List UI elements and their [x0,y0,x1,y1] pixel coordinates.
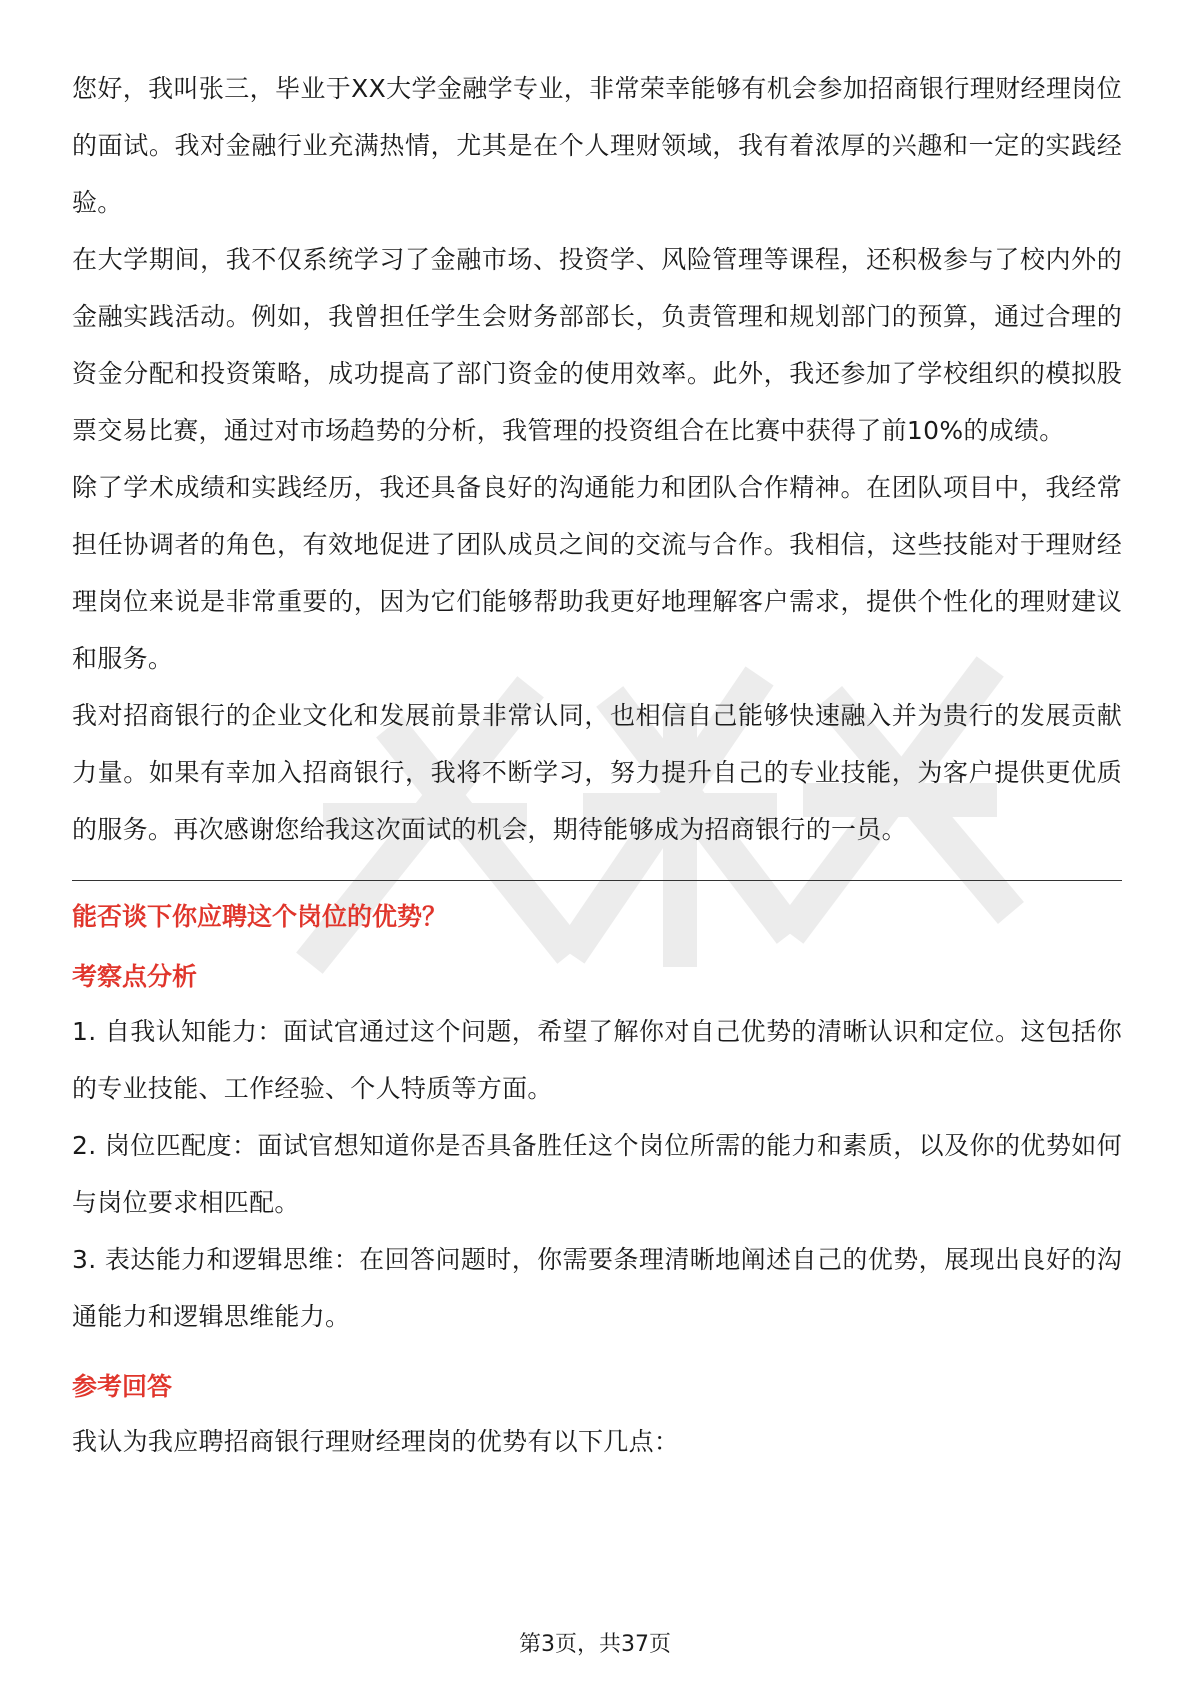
section-divider [72,880,1122,881]
reference-heading: 参考回答 [72,1372,173,1401]
intro-paragraph-1: 您好，我叫张三，毕业于XX大学金融学专业，非常荣幸能够有机会参加招商银行理财经理岗位的面试。我对金融行业充满热情，尤其是在个人理财领域，我有着浓厚的兴趣和一定的实践经验。 [72,74,1122,217]
intro-paragraph-3: 除了学术成绩和实践经历，我还具备良好的沟通能力和团队合作精神。在团队项目中，我经常担任协调者的角色，有效地促进了团队成员之间的交流与合作。我相信，这些技能对于理财经理岗位来说是非常重要的，因为它们能够帮助我更好地理解客户需求，提供个性化的理财建议和服务。 [72,473,1122,673]
analysis-item-2: 2. 岗位匹配度：面试官想知道你是否具备胜任这个岗位所需的能力和素质，以及你的优势如何与岗位要求相匹配。 [72,1131,1122,1217]
analysis-heading: 考察点分析 [72,962,198,991]
analysis-item-1: 1. 自我认知能力：面试官通过这个问题，希望了解你对自己优势的清晰认识和定位。这包括你的专业技能、工作经验、个人特质等方面。 [72,1017,1122,1103]
page-content [72,60,1122,1470]
analysis-item-3: 3. 表达能力和逻辑思维：在回答问题时，你需要条理清晰地阐述自己的优势，展现出良好的沟通能力和逻辑思维能力。 [72,1245,1122,1331]
reference-intro: 我认为我应聘招商银行理财经理岗的优势有以下几点： [72,1427,680,1456]
intro-paragraph-4: 我对招商银行的企业文化和发展前景非常认同，也相信自己能够快速融入并为贵行的发展贡献力量。如果有幸加入招商银行，我将不断学习，努力提升自己的专业技能，为客户提供更优质的服务。再次感谢您给我这次面试的机会，期待能够成为招商银行的一员。 [72,701,1122,844]
page-number: 第3页，共37页 [519,1632,671,1657]
question-title: 能否谈下你应聘这个岗位的优势？ [72,902,448,931]
intro-paragraph-2: 在大学期间，我不仅系统学习了金融市场、投资学、风险管理等课程，还积极参与了校内外的金融实践活动。例如，我曾担任学生会财务部部长，负责管理和规划部门的预算，通过合理的资金分配和投资策略，成功提高了部门资金的使用效率。此外，我还参加了学校组织的模拟股票交易比赛，通过对市场趋势的分析，我管理的投资组合在比赛中获得了前10%的成绩。 [72,245,1122,445]
